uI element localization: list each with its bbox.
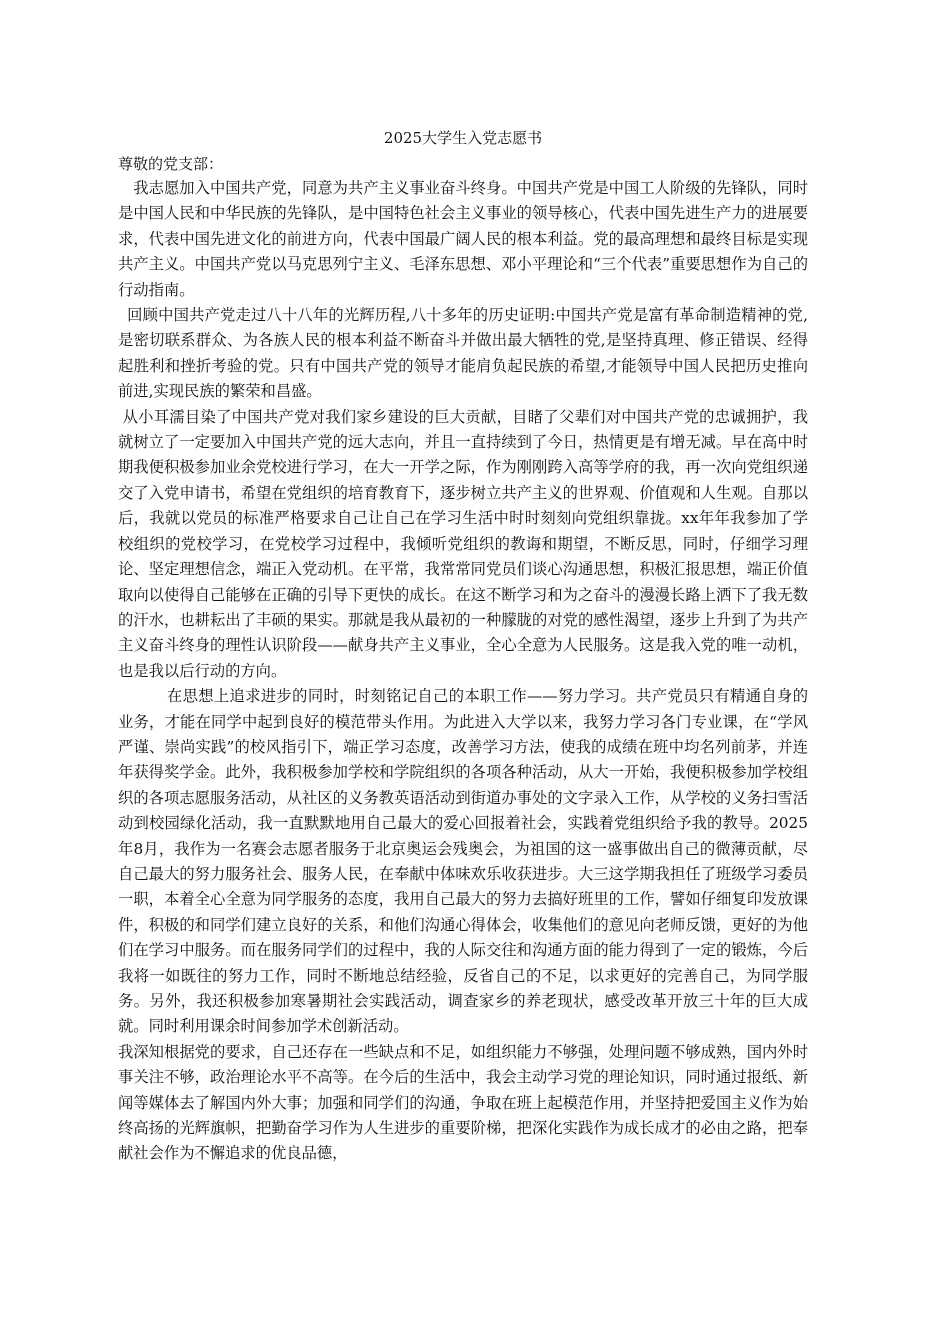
- paragraph-4: 在思想上追求进步的同时，时刻铭记自己的本职工作——努力学习。共产党员只有精通自身的业务，才能在同学中起到良好的模范带头作用。为此进入大学以来，我努力学习各门专业课，在“学风严谨、崇尚实践”的校风指引下，端正学习态度，改善学习方法，使我的成绩在班中均名列前茅，并连年获得奖学金。此外，我积极参加学校和学院组织的各项各种活动，从大一开始，我便积极参加学校组织的各项志愿服务活动，从社区的义务教英语活动到街道办事处的文字录入工作，从学校的义务扫雪活动到校园绿化活动，我一直默默地用自己最大的爱心回报着社会，实践着党组织给予我的教导。2025年8月，我作为一名赛会志愿者服务于北京奥运会残奥会，为祖国的这一盛事做出自己的微薄贡献，尽自己最大的努力服务社会、服务人民，在奉献中体味欢乐收获进步。大三这学期我担任了班级学习委员一职，本着全心全意为同学服务的态度，我用自己最大的努力去搞好班里的工作，譬如仔细复印发放课件，积极的和同学们建立良好的关系，和他们沟通心得体会，收集他们的意见向老师反馈，更好的为他们在学习中服务。而在服务同学们的过程中，我的人际交往和沟通方面的能力得到了一定的锻炼，今后我将一如既往的努力工作，同时不断地总结经验，反省自己的不足，以求更好的完善自己，为同学服务。另外，我还积极参加寒暑期社会实践活动，调查家乡的养老现状，感受改革开放三十年的巨大成就。同时利用课余时间参加学术创新活动。: [118, 687, 808, 1036]
- paragraph-5: 我深知根据党的要求，自己还存在一些缺点和不足，如组织能力不够强，处理问题不够成熟，国内外时事关注不够，政治理论水平不高等。在今后的生活中，我会主动学习党的理论知识，同时通过报纸、新闻等媒体去了解国内外大事；加强和同学们的沟通，争取在班上起模范作用，并坚持把爱国主义作为始终高扬的光辉旗帜，把勤奋学习作为人生进步的重要阶梯，把深化实践作为成长成才的必由之路，把奉献社会作为不懈追求的优良品德，: [118, 1042, 808, 1163]
- paragraph-3: 从小耳濡目染了中国共产党对我们家乡建设的巨大贡献，目睹了父辈们对中国共产党的忠诚拥护，我就树立了一定要加入中国共产党的远大志向，并且一直持续到了今日，热情更是有增无减。早在高中时期我便积极参加业余党校进行学习，在大一开学之际，作为刚刚跨入高等学府的我，再一次向党组织递交了入党申请书，希望在党组织的培育教育下，逐步树立共产主义的世界观、价值观和人生观。自那以后，我就以党员的标准严格要求自己让自己在学习生活中时时刻刻向党组织靠拢。xx年年我参加了学校组织的党校学习，在党校学习过程中，我倾听党组织的教诲和期望，不断反思，同时，仔细学习理论、坚定理想信念，端正入党动机。在平常，我常常同党员们谈心沟通思想，积极汇报思想，端正价值取向以使得自己能够在正确的引导下更快的成长。在这不断学习和为之奋斗的漫漫长路上洒下了我无数的汗水，也耕耘出了丰硕的果实。那就是我从最初的一种朦胧的对党的感性渴望，逐步上升到了为共产主义奋斗终身的理性认识阶段——献身共产主义事业，全心全意为人民服务。这是我入党的唯一动机，也是我以后行动的方向。: [118, 407, 808, 680]
- salutation: 尊敬的党支部：: [118, 155, 224, 173]
- paragraph-1: 我志愿加入中国共产党，同意为共产主义事业奋斗终身。中国共产党是中国工人阶级的先锋队，同时是中国人民和中华民族的先锋队，是中国特色社会主义事业的领导核心，代表中国先进生产力的进展要求，代表中国先进文化的前进方向，代表中国最广阔人民的根本利益。党的最高理想和最终目标是实现共产主义。中国共产党以马克思列宁主义、毛泽东思想、邓小平理论和“三个代表”重要思想作为自己的行动指南。: [118, 179, 808, 299]
- paragraph-2: 回顾中国共产党走过八十八年的光辉历程,八十多年的历史证明:中国共产党是富有革命制造精神的党,是密切联系群众、为各族人民的根本利益不断奋斗并做出最大牺牲的党,是坚持真理、修正错误、经得起胜利和挫折考验的党。只有中国共产党的领导才能肩负起民族的希望,才能领导中国人民把历史推向前进,实现民族的繁荣和昌盛。: [118, 306, 808, 401]
- document-title: 2025大学生入党志愿书: [383, 129, 543, 147]
- document-page: [118, 126, 808, 1167]
